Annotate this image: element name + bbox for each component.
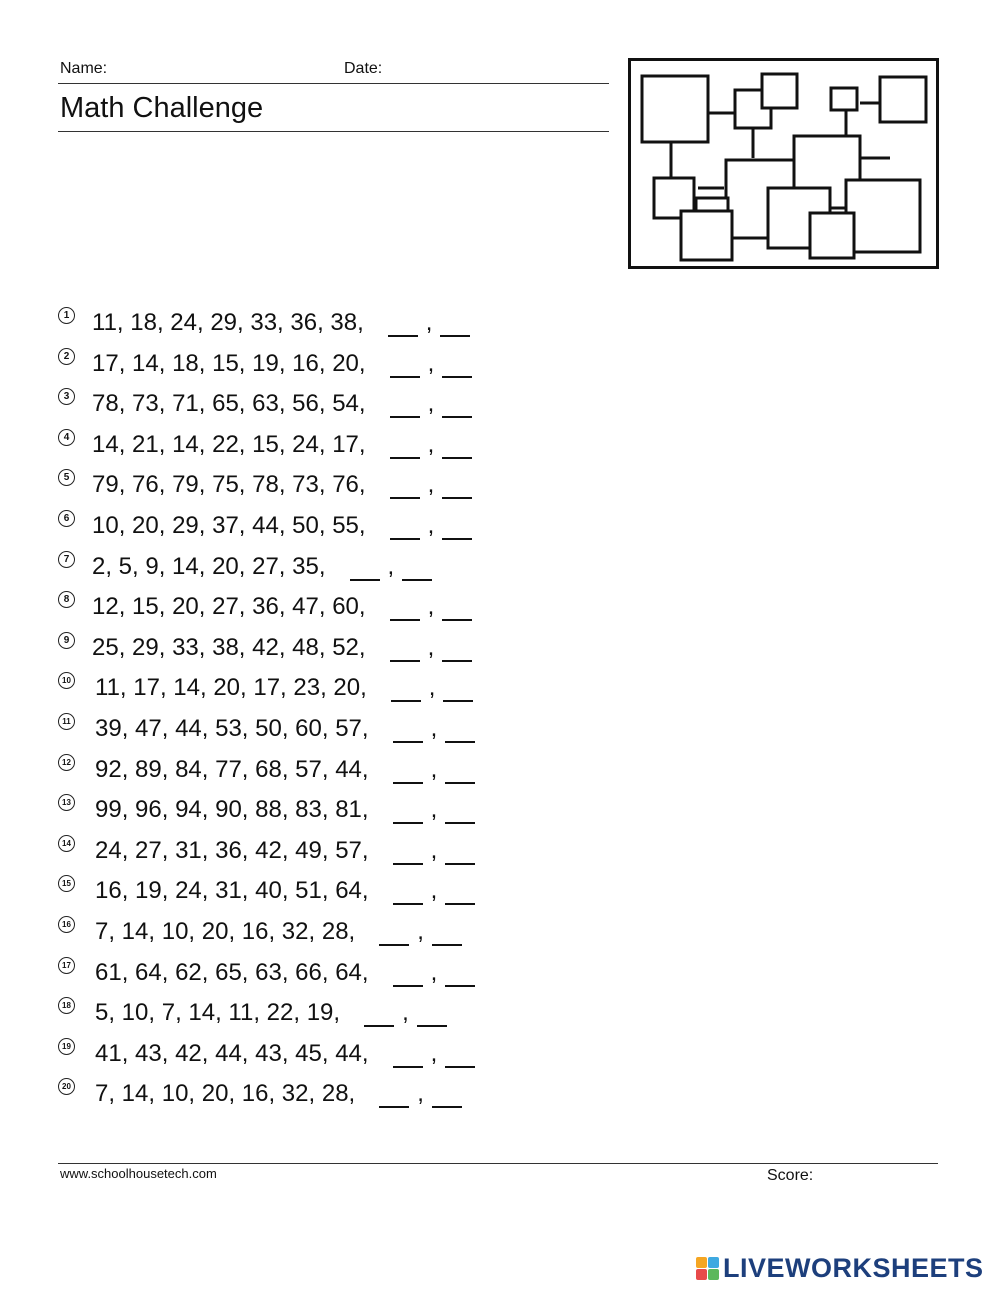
answer-blanks[interactable] [379, 1080, 462, 1108]
problem-number-badge: 7 [58, 551, 75, 568]
score-label: Score: [767, 1167, 814, 1184]
problem-sequence: 25, 29, 33, 38, 42, 48, 52, [92, 633, 366, 661]
answer-blank-2[interactable] [445, 879, 475, 905]
problem-number-badge: 1 [58, 307, 75, 324]
answer-blank-2[interactable] [442, 636, 472, 662]
answer-separator: , [425, 309, 433, 336]
answer-blank-2[interactable] [445, 717, 475, 743]
answer-blank-1[interactable] [393, 798, 423, 824]
answer-separator: , [427, 633, 435, 661]
answer-blank-2[interactable] [442, 595, 472, 621]
problem-sequence: 7, 14, 10, 20, 16, 32, 28, [95, 918, 356, 945]
answer-separator: , [430, 755, 438, 783]
answer-blank-2[interactable] [442, 352, 472, 378]
problem-number-badge: 19 [58, 1038, 75, 1055]
answer-separator: , [430, 958, 438, 986]
answer-blanks[interactable] [393, 756, 476, 784]
answer-blank-1[interactable] [390, 352, 420, 378]
answer-blank-2[interactable] [442, 433, 472, 459]
answer-blank-1[interactable] [390, 595, 420, 621]
answer-blank-1[interactable] [393, 879, 423, 905]
problem-number-badge: 8 [58, 591, 75, 608]
answer-blank-1[interactable] [393, 839, 423, 865]
answer-separator: , [427, 390, 435, 418]
footer-url: www.schoolhousetech.com [60, 1166, 217, 1181]
answer-blank-2[interactable] [445, 758, 475, 784]
problem-sequence: 2, 5, 9, 14, 20, 27, 35, [92, 552, 326, 580]
problem-number-badge: 20 [58, 1078, 75, 1095]
answer-blanks[interactable] [393, 877, 476, 905]
problem-number-badge: 3 [58, 388, 75, 405]
answer-separator: , [430, 1039, 438, 1067]
answer-blanks[interactable] [350, 553, 433, 581]
problem-number-badge: 9 [58, 632, 75, 649]
problem-sequence: 92, 89, 84, 77, 68, 57, 44, [95, 755, 369, 783]
liveworksheets-logo-text: LIVEWORKSHEETS [723, 1252, 984, 1283]
answer-separator: , [430, 796, 438, 824]
problem-sequence: 5, 10, 7, 14, 11, 22, 19, [95, 999, 341, 1027]
problem-sequence: 61, 64, 62, 65, 63, 66, 64, [95, 958, 369, 986]
answer-blank-1[interactable] [390, 433, 420, 459]
answer-blank-1[interactable] [390, 392, 420, 418]
answer-blanks[interactable] [393, 796, 476, 824]
answer-blank-1[interactable] [390, 514, 420, 540]
problem-sequence: 24, 27, 31, 36, 42, 49, 57, [95, 836, 369, 864]
answer-blank-2[interactable] [432, 920, 462, 946]
problem-number-badge: 14 [58, 835, 75, 852]
answer-blank-1[interactable] [390, 473, 420, 499]
answer-separator: , [417, 1080, 424, 1108]
date-label: Date: [344, 60, 383, 77]
answer-separator: , [427, 430, 435, 458]
problem-sequence: 11, 17, 14, 20, 17, 23, 20, [95, 674, 367, 702]
problem-number-badge: 4 [58, 429, 75, 446]
problem-sequence: 79, 76, 79, 75, 78, 73, 76, [92, 471, 366, 499]
answer-blanks[interactable] [390, 634, 473, 662]
answer-blank-1[interactable] [393, 758, 423, 784]
problem-sequence: 7, 14, 10, 20, 16, 32, 28, [95, 1080, 356, 1108]
answer-blanks[interactable] [390, 390, 473, 418]
answer-blank-1[interactable] [379, 920, 409, 946]
problem-number-badge: 16 [58, 916, 75, 933]
answer-separator: , [427, 593, 435, 621]
answer-blank-2[interactable] [443, 676, 473, 702]
problem-number-badge: 2 [58, 348, 75, 365]
answer-blank-2[interactable] [445, 839, 475, 865]
answer-blank-2[interactable] [445, 1042, 475, 1068]
problem-number-badge: 18 [58, 997, 75, 1014]
answer-blank-1[interactable] [393, 717, 423, 743]
answer-blank-1[interactable] [388, 311, 418, 337]
answer-blanks[interactable] [393, 837, 476, 865]
header-divider-bottom [58, 131, 609, 132]
answer-blanks[interactable] [390, 593, 473, 621]
problem-sequence: 78, 73, 71, 65, 63, 56, 54, [92, 390, 366, 418]
answer-separator: , [428, 674, 436, 702]
header-divider-top [58, 83, 609, 84]
problem-number-badge: 15 [58, 875, 75, 892]
answer-blanks[interactable] [393, 715, 476, 743]
answer-blank-2[interactable] [402, 555, 432, 581]
answer-separator: , [402, 999, 409, 1027]
answer-blanks[interactable] [393, 1040, 476, 1068]
answer-blank-2[interactable] [445, 961, 475, 987]
answer-blank-1[interactable] [364, 1001, 394, 1027]
answer-blank-2[interactable] [440, 311, 470, 337]
answer-blanks[interactable] [379, 918, 462, 946]
answer-separator: , [430, 836, 438, 864]
answer-blank-1[interactable] [379, 1082, 409, 1108]
answer-blanks[interactable] [391, 674, 474, 702]
answer-separator: , [427, 512, 435, 539]
problem-sequence: 10, 20, 29, 37, 44, 50, 55, [92, 512, 366, 539]
problem-sequence: 12, 15, 20, 27, 36, 47, 60, [92, 593, 366, 621]
answer-blank-1[interactable] [390, 636, 420, 662]
problem-sequence: 39, 47, 44, 53, 50, 60, 57, [95, 715, 369, 742]
problem-sequence: 14, 21, 14, 22, 15, 24, 17, [92, 430, 366, 458]
answer-blanks[interactable] [388, 309, 471, 337]
problem-sequence: 17, 14, 18, 15, 19, 16, 20, [92, 349, 366, 377]
answer-blank-2[interactable] [417, 1001, 447, 1027]
problem-sequence: 41, 43, 42, 44, 43, 45, 44, [95, 1039, 369, 1067]
connected-squares-illustration [628, 58, 940, 270]
problem-sequence: 16, 19, 24, 31, 40, 51, 64, [95, 877, 369, 905]
answer-blanks[interactable] [390, 471, 473, 499]
problem-number-badge: 12 [58, 754, 75, 771]
problem-sequence: 99, 96, 94, 90, 88, 83, 81, [95, 796, 369, 824]
problem-number-badge: 10 [58, 672, 75, 689]
liveworksheets-logo [696, 1253, 984, 1283]
problem-number-badge: 5 [58, 469, 75, 486]
answer-blanks[interactable] [390, 512, 473, 540]
answer-blank-1[interactable] [350, 555, 380, 581]
answer-blank-1[interactable] [393, 961, 423, 987]
page-title: Math Challenge [60, 92, 264, 124]
problem-number-badge: 17 [58, 957, 75, 974]
problem-number-badge: 13 [58, 794, 75, 811]
answer-blank-2[interactable] [442, 514, 472, 540]
answer-separator: , [417, 918, 424, 945]
answer-blanks[interactable] [393, 959, 476, 987]
answer-separator: , [387, 552, 395, 580]
problem-sequence: 11, 18, 24, 29, 33, 36, 38, [92, 309, 364, 336]
problem-number-badge: 6 [58, 510, 75, 527]
answer-blank-2[interactable] [432, 1082, 462, 1108]
answer-blanks[interactable] [390, 350, 473, 378]
footer-divider [58, 1163, 938, 1164]
answer-blanks[interactable] [390, 431, 473, 459]
answer-separator: , [430, 877, 438, 905]
answer-separator: , [427, 349, 435, 377]
answer-blanks[interactable] [364, 999, 447, 1027]
problem-number-badge: 11 [58, 713, 75, 730]
answer-separator: , [430, 715, 438, 742]
answer-blank-2[interactable] [445, 798, 475, 824]
answer-blank-1[interactable] [391, 676, 421, 702]
answer-blank-2[interactable] [442, 392, 472, 418]
answer-blank-2[interactable] [442, 473, 472, 499]
liveworksheets-logo-icon [696, 1257, 719, 1280]
answer-blank-1[interactable] [393, 1042, 423, 1068]
name-label: Name: [60, 60, 108, 77]
answer-separator: , [427, 471, 435, 499]
